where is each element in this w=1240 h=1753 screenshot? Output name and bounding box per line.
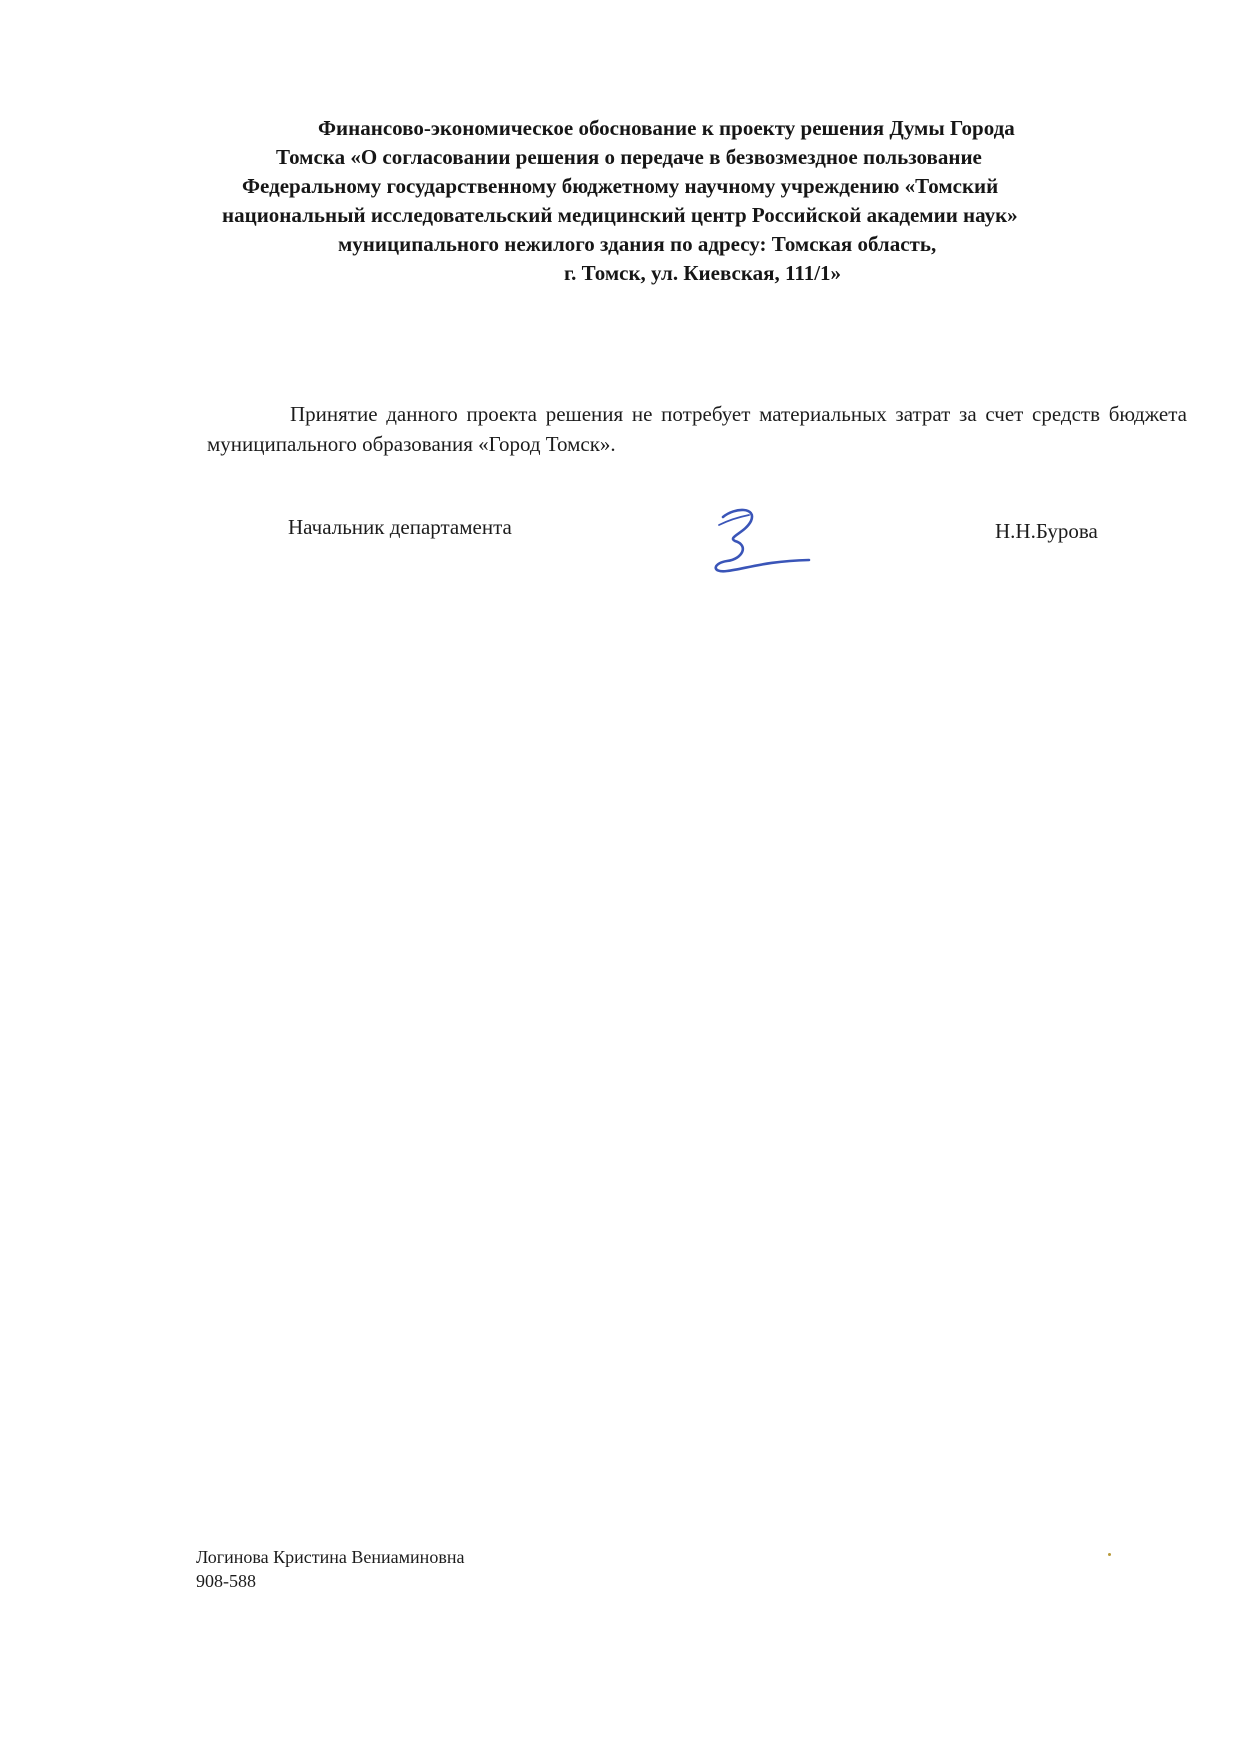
document-title: [200, 114, 1200, 288]
title-line-5: муниципального нежилого здания по адресу: Томская область,: [338, 232, 937, 256]
title-line-6: г. Томск, ул. Киевская, 111/1»: [564, 261, 842, 285]
signature-block: [0, 515, 1240, 575]
executor-footer: [196, 1545, 464, 1593]
executor-name: Логинова Кристина Вениаминовна: [196, 1547, 465, 1567]
title-line-3: Федеральному государственному бюджетному научному учреждению «Томский: [242, 174, 999, 198]
signature-stroke: [716, 510, 809, 571]
title-line-2: Томска «О согласовании решения о передаче в безвозмездное пользование: [276, 145, 982, 169]
scan-speck: [1108, 1553, 1111, 1556]
signer-name: Н.Н.Бурова: [995, 519, 1098, 543]
title-line-1: Финансово-экономическое обоснование к проекту решения Думы Города: [318, 116, 1015, 140]
executor-phone: 908-588: [196, 1571, 256, 1591]
signer-position: Начальник департамента: [288, 515, 512, 539]
body-paragraph: Принятие данного проекта решения не потребует материальных затрат за счет средств бюджета муниципального образования «Город Томск».: [207, 402, 1187, 456]
title-line-4: национальный исследовательский медицинский центр Российской академии наук»: [222, 203, 1018, 227]
handwritten-signature: [705, 503, 815, 583]
